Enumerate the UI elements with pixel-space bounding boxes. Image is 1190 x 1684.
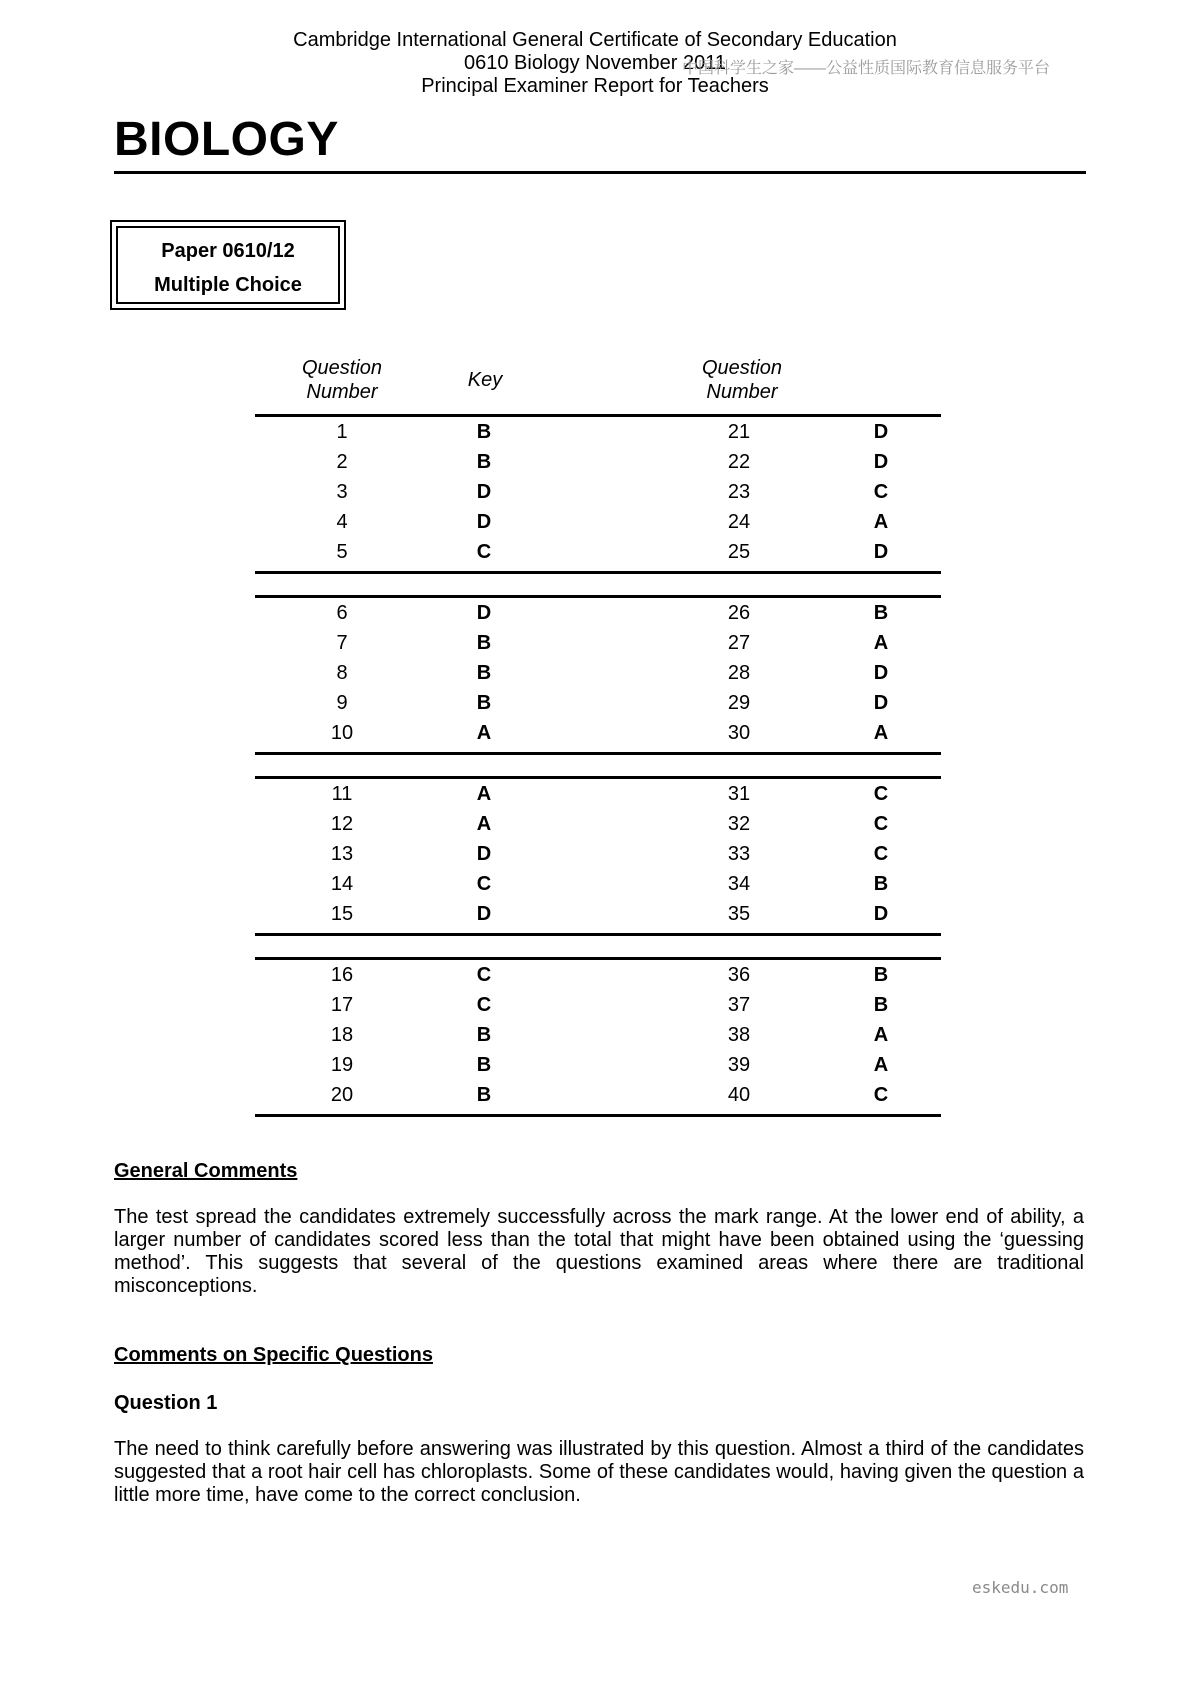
question-number-cell: 15 xyxy=(330,903,354,925)
question-number-cell: 22 xyxy=(727,451,751,473)
answer-key-cell: D xyxy=(873,692,889,714)
specific-comments-heading: Comments on Specific Questions xyxy=(114,1344,433,1366)
question-number-cell: 10 xyxy=(330,722,354,744)
question-number-cell: 28 xyxy=(727,662,751,684)
question-number-cell: 6 xyxy=(336,602,348,624)
answer-key-cell: B xyxy=(476,632,492,654)
footer-watermark: eskedu.com xyxy=(972,1578,1069,1597)
answer-key-cell: B xyxy=(873,873,889,895)
header-question-number-1-text: Question Number xyxy=(301,357,383,403)
header-question-number-1 xyxy=(282,356,402,404)
answer-key-cell: C xyxy=(476,873,492,895)
answer-key-cell: A xyxy=(873,632,889,654)
header-key-text: Key xyxy=(467,369,503,391)
table-rule-bottom xyxy=(255,933,941,936)
answer-key-cell: D xyxy=(476,602,492,624)
table-rule-top xyxy=(255,957,941,960)
question-number-cell: 27 xyxy=(727,632,751,654)
question-number-cell: 19 xyxy=(330,1054,354,1076)
question-number-cell: 4 xyxy=(336,511,348,533)
answer-key-cell: A xyxy=(873,722,889,744)
header-line-3: Principal Examiner Report for Teachers xyxy=(421,75,769,97)
question-number-cell: 7 xyxy=(336,632,348,654)
page-title: BIOLOGY xyxy=(114,113,339,166)
paper-box xyxy=(110,220,346,310)
paper-box-inner xyxy=(116,226,340,304)
general-comments-heading: General Comments xyxy=(114,1160,298,1182)
answer-key-cell: D xyxy=(873,903,889,925)
question-number-cell: 37 xyxy=(727,994,751,1016)
answer-key-cell: D xyxy=(873,421,889,443)
question-number-cell: 24 xyxy=(727,511,751,533)
paper-type: Multiple Choice xyxy=(154,274,302,296)
paper-code: Paper 0610/12 xyxy=(161,240,295,262)
answer-key-cell: D xyxy=(873,451,889,473)
header-key xyxy=(455,368,515,392)
answer-key-cell: C xyxy=(873,783,889,805)
header-question-number-2 xyxy=(682,356,802,404)
question-number-cell: 5 xyxy=(336,541,348,563)
table-rule-bottom xyxy=(255,571,941,574)
question-number-cell: 14 xyxy=(330,873,354,895)
answer-key-cell: B xyxy=(476,1084,492,1106)
question-number-cell: 25 xyxy=(727,541,751,563)
question-number-cell: 13 xyxy=(330,843,354,865)
answer-key-cell: A xyxy=(873,1024,889,1046)
question-number-cell: 35 xyxy=(727,903,751,925)
table-rule-bottom xyxy=(255,1114,941,1117)
answer-key-cell: A xyxy=(476,813,492,835)
question-number-cell: 1 xyxy=(336,421,348,443)
question-number-cell: 30 xyxy=(727,722,751,744)
question-number-cell: 20 xyxy=(330,1084,354,1106)
question-number-cell: 33 xyxy=(727,843,751,865)
answer-key-cell: A xyxy=(476,783,492,805)
answer-key-cell: C xyxy=(476,964,492,986)
question-number-cell: 23 xyxy=(727,481,751,503)
answer-key-cell: D xyxy=(873,662,889,684)
question-number-cell: 2 xyxy=(336,451,348,473)
answer-key-cell: D xyxy=(873,541,889,563)
question-number-cell: 39 xyxy=(727,1054,751,1076)
question-number-cell: 38 xyxy=(727,1024,751,1046)
answer-key-cell: B xyxy=(873,602,889,624)
answer-key-cell: C xyxy=(476,541,492,563)
header-line-1: Cambridge International General Certificate of Secondary Education xyxy=(293,29,897,51)
question-number-cell: 17 xyxy=(330,994,354,1016)
answer-key-cell: A xyxy=(476,722,492,744)
question-number-cell: 26 xyxy=(727,602,751,624)
question-number-cell: 32 xyxy=(727,813,751,835)
question-number-cell: 31 xyxy=(727,783,751,805)
question-number-cell: 18 xyxy=(330,1024,354,1046)
answer-key-cell: B xyxy=(476,662,492,684)
question-1-heading: Question 1 xyxy=(114,1392,218,1414)
answer-key-cell: C xyxy=(873,481,889,503)
question-number-cell: 34 xyxy=(727,873,751,895)
header-question-number-2-text: Question Number xyxy=(701,357,783,403)
answer-key-cell: C xyxy=(476,994,492,1016)
answer-key-cell: D xyxy=(476,511,492,533)
answer-key-cell: B xyxy=(873,994,889,1016)
table-rule-bottom xyxy=(255,752,941,755)
answer-key-cell: D xyxy=(476,843,492,865)
header-line-2: 0610 Biology November 2011 xyxy=(463,52,727,74)
answer-key-cell: B xyxy=(476,421,492,443)
answer-key-cell: B xyxy=(873,964,889,986)
question-number-cell: 36 xyxy=(727,964,751,986)
question-number-cell: 11 xyxy=(331,783,353,805)
question-number-cell: 12 xyxy=(330,813,354,835)
table-rule-top xyxy=(255,595,941,598)
answer-key-cell: C xyxy=(873,1084,889,1106)
answer-key-cell: A xyxy=(873,1054,889,1076)
question-number-cell: 29 xyxy=(727,692,751,714)
question-number-cell: 3 xyxy=(336,481,348,503)
answer-key-cell: D xyxy=(476,903,492,925)
table-rule-top xyxy=(255,414,941,417)
answer-key-cell: B xyxy=(476,451,492,473)
answer-key-cell: B xyxy=(476,1054,492,1076)
question-number-cell: 9 xyxy=(336,692,348,714)
question-number-cell: 21 xyxy=(727,421,751,443)
answer-key-cell: C xyxy=(873,843,889,865)
header-watermark: 中国科学生之家——公益性质国际教育信息服务平台 xyxy=(682,60,1051,77)
answer-key-cell: C xyxy=(873,813,889,835)
table-rule-top xyxy=(255,776,941,779)
question-1-body: The need to think carefully before answering was illustrated by this question. Almost a third of the candidates suggested that a root hair cell has chloroplasts. Some of these candidates would, having given the question a little more time, have come to the correct conclusion. xyxy=(114,1438,1084,1506)
answer-key-cell: B xyxy=(476,1024,492,1046)
answer-key-cell: D xyxy=(476,481,492,503)
answer-key-cell: A xyxy=(873,511,889,533)
general-comments-body: The test spread the candidates extremely successfully across the mark range. At the lower end of ability, a larger number of candidates scored less than the total that might have been obtained using the ‘guessing method’. This suggests that several of the questions examined areas where there are traditional misconceptions. xyxy=(114,1206,1084,1297)
title-rule xyxy=(114,171,1086,174)
question-number-cell: 16 xyxy=(330,964,354,986)
answer-key-cell: B xyxy=(476,692,492,714)
question-number-cell: 8 xyxy=(336,662,348,684)
question-number-cell: 40 xyxy=(727,1084,751,1106)
